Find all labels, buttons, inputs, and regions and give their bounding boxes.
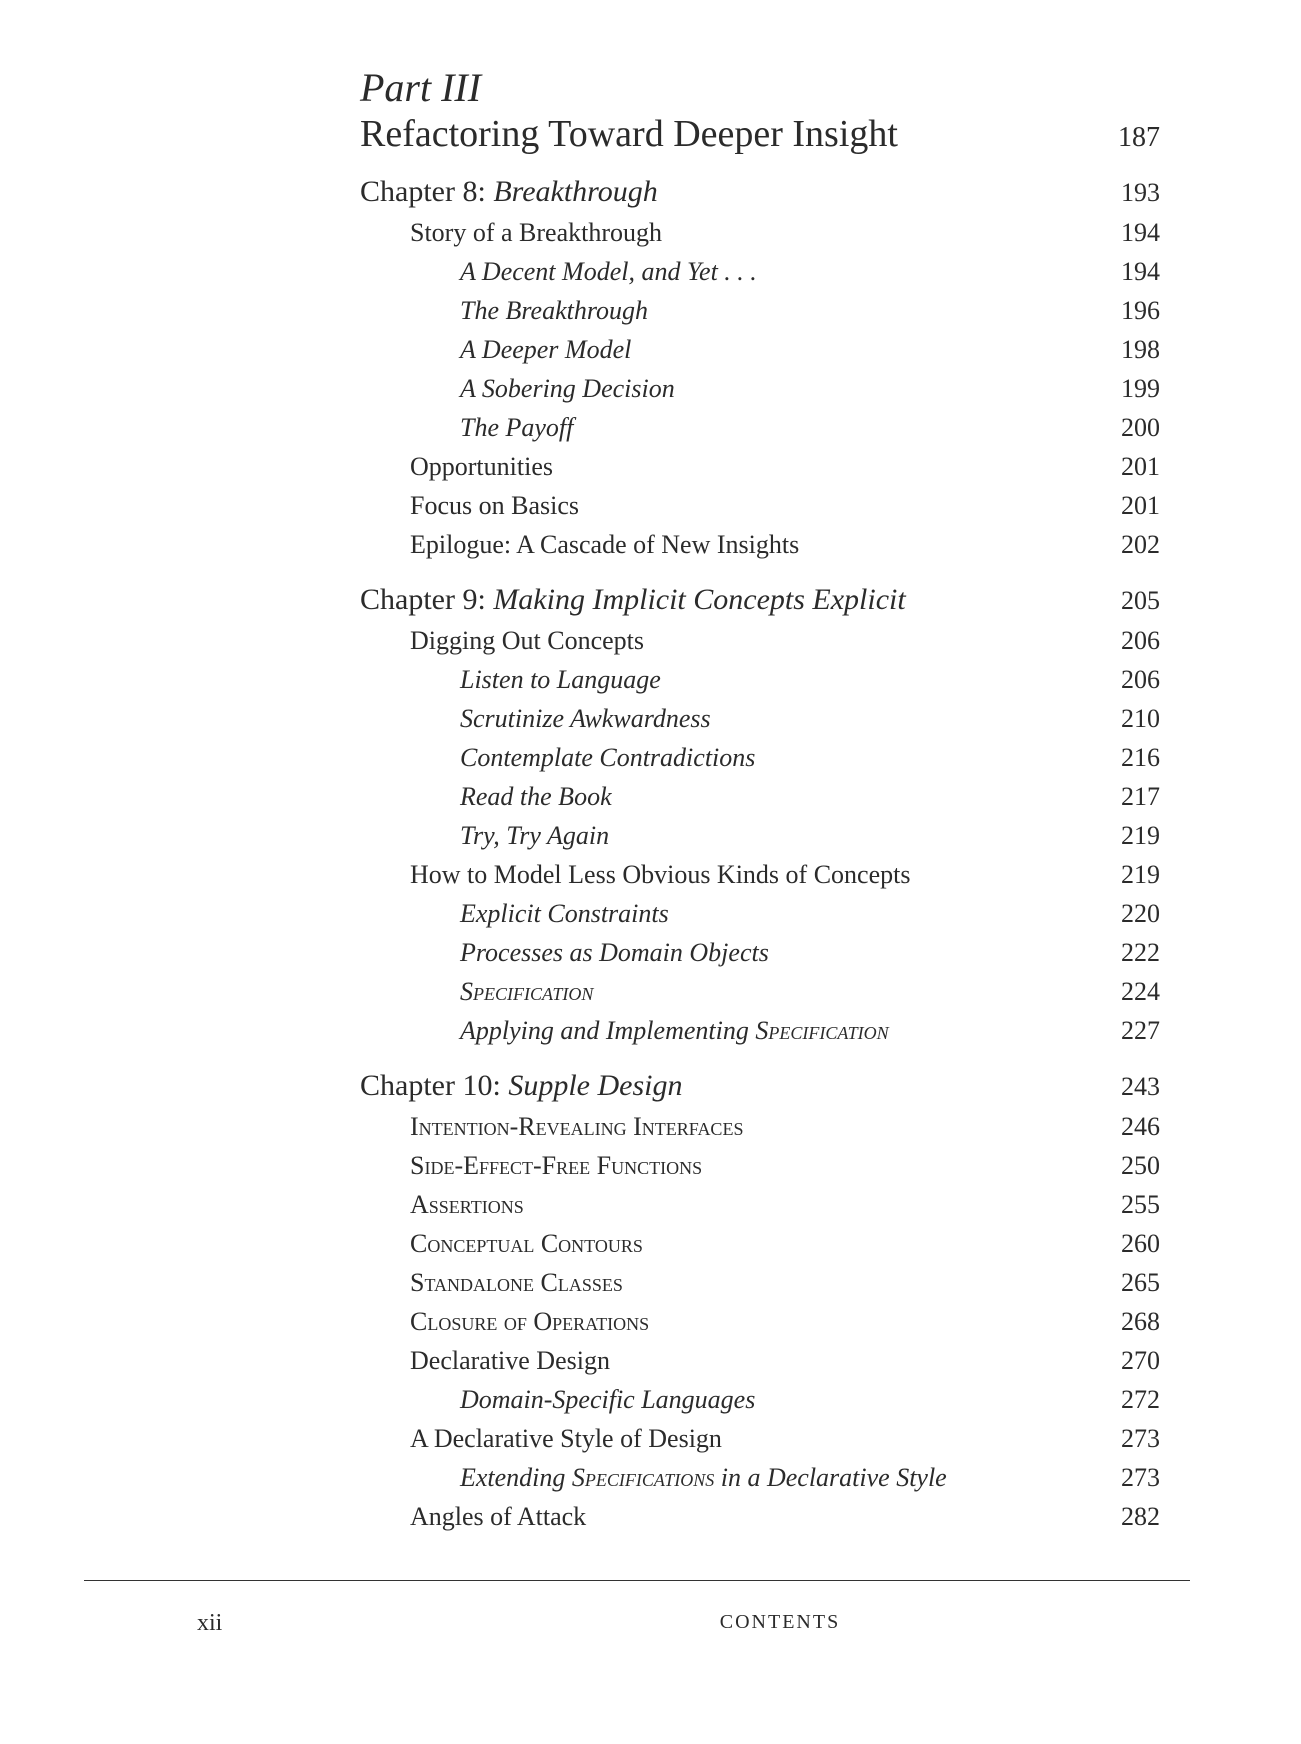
toc-entry (360, 660, 1160, 699)
toc-entry (360, 1146, 1160, 1185)
table-of-contents (360, 66, 1160, 1536)
entry-title: Standalone Classes (410, 1268, 623, 1297)
entry-title: The Breakthrough (460, 296, 648, 325)
entry-title: Try, Try Again (460, 821, 610, 850)
chapter-prefix: Chapter 10: (360, 1069, 501, 1102)
page-number: 227 (1121, 1016, 1160, 1045)
page-number: 260 (1121, 1229, 1160, 1258)
page-number: 194 (1121, 257, 1160, 286)
entry-title: The Payoff (460, 413, 574, 442)
toc-entry (360, 486, 1160, 525)
toc-entry (360, 291, 1160, 330)
page-number: 194 (1121, 218, 1160, 247)
toc-entry (360, 621, 1160, 660)
toc-entry (360, 972, 1160, 1011)
toc-entry (360, 1011, 1160, 1050)
entry-title: Epilogue: A Cascade of New Insights (410, 530, 800, 559)
toc-entry (360, 777, 1160, 816)
page-number: 270 (1121, 1346, 1160, 1375)
entry-title: Scrutinize Awkwardness (460, 704, 711, 733)
toc-entry (360, 1224, 1160, 1263)
page-number: 268 (1121, 1307, 1160, 1336)
folio-page-number: xii (197, 1610, 223, 1636)
entry-title: Read the Book (460, 782, 612, 811)
toc-entry (360, 213, 1160, 252)
page-number: 222 (1121, 938, 1160, 967)
part-title-row (360, 110, 1160, 162)
entry-title: Conceptual Contours (410, 1229, 643, 1258)
entry-title: Domain-Specific Languages (460, 1385, 756, 1414)
page-number: 219 (1121, 821, 1160, 850)
chapter-9-heading (360, 580, 1160, 621)
toc-entry (360, 447, 1160, 486)
page-number: 243 (1121, 1072, 1160, 1101)
entry-title: Side-Effect-Free Functions (410, 1151, 703, 1180)
entry-title: A Sobering Decision (460, 374, 675, 403)
entry-title: Specification (460, 977, 594, 1006)
page-number: 217 (1121, 782, 1160, 811)
page-number: 282 (1121, 1502, 1160, 1531)
entry-title: Assertions (410, 1190, 524, 1219)
toc-entry (360, 1302, 1160, 1341)
toc-entry (360, 816, 1160, 855)
page-number: 206 (1121, 665, 1160, 694)
running-head: CONTENTS (719, 1611, 841, 1633)
entry-title: A Declarative Style of Design (410, 1424, 722, 1453)
part-label: Part III (360, 65, 482, 110)
page-number: 265 (1121, 1268, 1160, 1297)
entry-title: Story of a Breakthrough (410, 218, 663, 247)
entry-title: Listen to Language (460, 665, 661, 694)
entry-title: A Decent Model, and Yet . . . (460, 257, 757, 286)
toc-entry (360, 933, 1160, 972)
entry-title: Applying and Implementing Specification (460, 1016, 889, 1045)
page-number: 201 (1121, 452, 1160, 481)
entry-title: How to Model Less Obvious Kinds of Concepts (410, 860, 911, 889)
entry-title: A Deeper Model (460, 335, 632, 364)
toc-entry (360, 1341, 1160, 1380)
toc-entry (360, 1263, 1160, 1302)
page-number: 201 (1121, 491, 1160, 520)
page-number: 219 (1121, 860, 1160, 889)
entry-title: Digging Out Concepts (410, 626, 644, 655)
toc-entry (360, 699, 1160, 738)
chapter-8-heading (360, 172, 1160, 213)
entry-title: Declarative Design (410, 1346, 610, 1375)
page-number: 187 (1118, 122, 1160, 153)
entry-title: Extending Specifications in a Declarative Style (460, 1463, 947, 1492)
entry-title: Processes as Domain Objects (460, 938, 769, 967)
page-number: 255 (1121, 1190, 1160, 1219)
page-number: 202 (1121, 530, 1160, 559)
chapter-10-heading (360, 1066, 1160, 1107)
part-title: Refactoring Toward Deeper Insight (360, 113, 898, 155)
toc-entry (360, 738, 1160, 777)
page-number: 198 (1121, 335, 1160, 364)
page-number: 216 (1121, 743, 1160, 772)
page-number: 210 (1121, 704, 1160, 733)
page-number: 199 (1121, 374, 1160, 403)
chapter-title: Supple Design (508, 1069, 683, 1102)
toc-entry (360, 1419, 1160, 1458)
footer-rule (84, 1580, 1190, 1581)
entry-title: Angles of Attack (410, 1502, 587, 1531)
entry-title: Contemplate Contradictions (460, 743, 756, 772)
toc-entry (360, 252, 1160, 291)
toc-entry (360, 1107, 1160, 1146)
entry-title: Focus on Basics (410, 491, 579, 520)
page-number: 272 (1121, 1385, 1160, 1414)
page-number: 206 (1121, 626, 1160, 655)
toc-entry (360, 1497, 1160, 1536)
page-number: 250 (1121, 1151, 1160, 1180)
page-number: 200 (1121, 413, 1160, 442)
toc-entry (360, 408, 1160, 447)
entry-title: Intention-Revealing Interfaces (410, 1112, 744, 1141)
toc-entry (360, 330, 1160, 369)
toc-entry (360, 1185, 1160, 1224)
page-number: 193 (1121, 178, 1160, 207)
page-number: 196 (1121, 296, 1160, 325)
entry-title: Explicit Constraints (460, 899, 669, 928)
page-number: 273 (1121, 1463, 1160, 1492)
toc-entry (360, 369, 1160, 408)
toc-entry (360, 525, 1160, 564)
toc-entry (360, 894, 1160, 933)
chapter-prefix: Chapter 8: (360, 175, 486, 208)
chapter-title: Breakthrough (493, 175, 658, 208)
toc-entry (360, 1458, 1160, 1497)
page-number: 224 (1121, 977, 1160, 1006)
toc-entry (360, 1380, 1160, 1419)
toc-entry (360, 855, 1160, 894)
chapter-prefix: Chapter 9: (360, 583, 486, 616)
page-number: 273 (1121, 1424, 1160, 1453)
entry-title: Closure of Operations (410, 1307, 650, 1336)
entry-title: Opportunities (410, 452, 553, 481)
page-number: 220 (1121, 899, 1160, 928)
chapter-title: Making Implicit Concepts Explicit (493, 583, 906, 616)
page-number: 246 (1121, 1112, 1160, 1141)
page-number: 205 (1121, 586, 1160, 615)
